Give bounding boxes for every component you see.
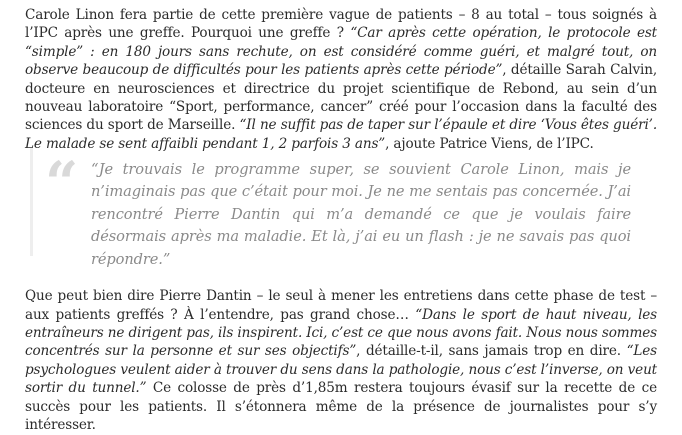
text-segment: , détaille-t-il, sans jamais trop en dire.	[356, 343, 627, 360]
text-segment: , ajoute Patrice Viens, de l’IPC.	[385, 135, 594, 152]
text-segment: Ce colosse de près d’1,85m restera toujours évasif sur la recette de ce succès pour les patients. Il s’étonnera même de la présence de journalistes pour s’y intéresser.	[25, 380, 657, 434]
text-segment: Que peut bien dire Pierre Dantin – le seul à mener les entretiens dans cette phase de test – aux patients greffés ? À l’entendre, pas grand chose…	[25, 288, 657, 323]
text-segment: Carole Linon fera partie de cette première vague de patients – 8 au total – tous soignés à l’IPC après une greffe. Pourquoi une greffe ?	[25, 7, 657, 42]
text-segment: , détaille Sarah Calvin, docteure en neurosciences et directrice du projet scientifique de Rebond, au sein d’un nouveau laboratoire “Sport, performance, cancer” créé pour l’occasion dans la faculté des sciences du sport de Marseille.	[25, 62, 657, 134]
pull-quote-text: “Je trouvais le programme super, se souvient Carole Linon, mais je n’imaginais pas que c’était pour moi. Je ne me sentais pas concernée. J’ai rencontré Pierre Dantin qui m’a demandé ce que je voulais faire désormais après ma maladie. Et là, j’ai eu un flash : je ne savais pas quoi répondre.”	[91, 161, 631, 268]
quote-segment: “Il ne suffit pas de taper sur l’épaule et dire ‘Vous êtes guéri’. Le malade se sent affaibli pendant 1, 2 parfois 3 ans”	[25, 117, 657, 152]
pull-quote	[30, 148, 633, 268]
quote-segment: “Car après cette opération, le protocole est “simple” : en 180 jours sans rechute, on est considéré comme guéri, et malgré tout, on observe beaucoup de difficultés pour les patients après cette période”	[25, 25, 657, 79]
paragraph-pierre-dantin	[25, 287, 657, 434]
quote-segment: “Les psychologues veulent aider à trouver du sens dans la pathologie, nous c’est l’inverse, on veut sortir du tunnel.”	[25, 343, 657, 397]
quote-segment: “Dans le sport de haut niveau, les entraîneurs ne dirigent pas, ils inspirent. Ici, c’est ce que nous avons fait. Nous nous sommes concentrés sur la personne et sur ses objectifs”	[25, 306, 657, 360]
quote-mark-icon: “	[45, 149, 79, 217]
paragraph-intro	[25, 6, 657, 153]
